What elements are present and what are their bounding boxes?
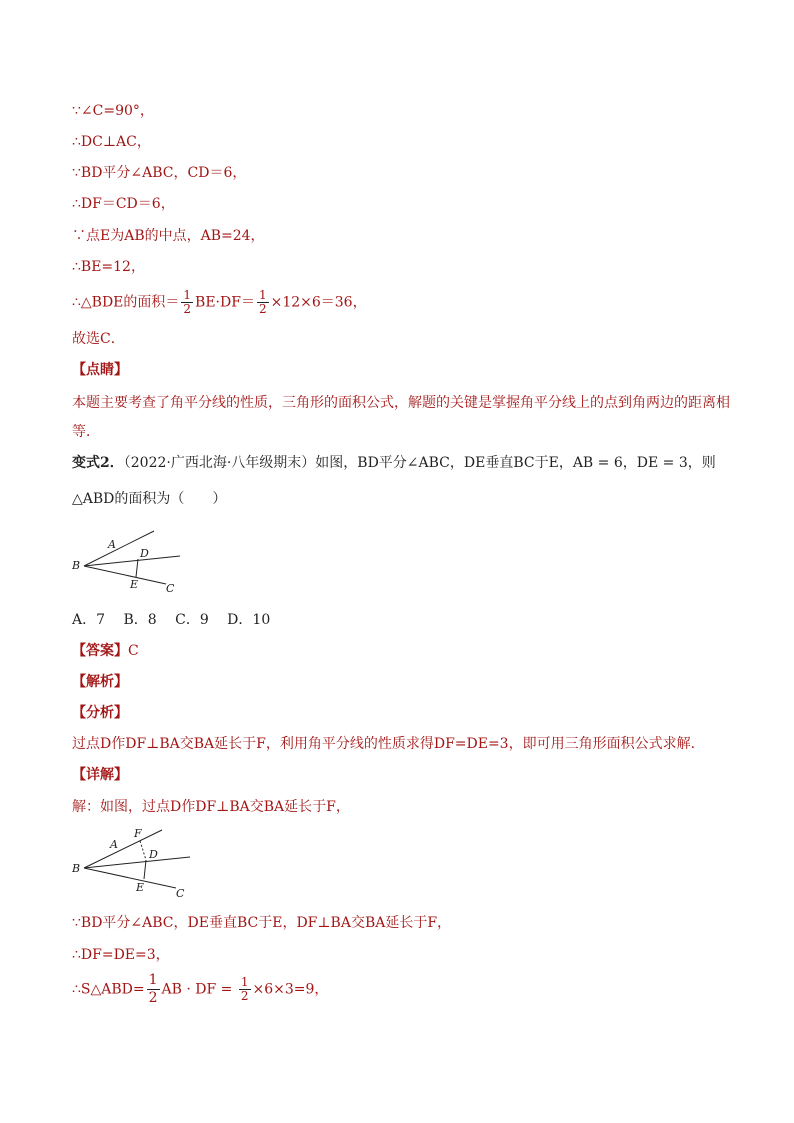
analysis-text: 过点D作DF⊥BA交BA延长于F，利用角平分线的性质求得DF=DE=3，即可用三角形面积公式求解． <box>72 736 705 752</box>
line-2: ∴DC⊥AC， <box>72 134 151 150</box>
label-c: C <box>176 887 185 900</box>
detail-formula-middle: AB · DF = <box>161 981 233 998</box>
fraction-half: $\frac{1}{2}$ <box>240 975 249 1003</box>
detail-line-2: ∵BD平分∠ABC，DE垂直BC于E，DF⊥BA交BA延长于F， <box>72 915 452 931</box>
section-dianjing: 【点睛】 <box>72 362 128 378</box>
label-f: F <box>134 827 142 840</box>
label-b: B <box>72 862 81 875</box>
detail-formula-prefix: ∴S△ABD= <box>72 981 145 998</box>
ray-bc <box>84 566 166 584</box>
section-xiangjie: 【详解】 <box>72 767 128 783</box>
line-8: 故选C． <box>72 331 125 347</box>
variant-question-line <box>72 453 716 473</box>
variant-label: 变式2． <box>72 455 124 471</box>
label-e: E <box>130 578 139 591</box>
line-6: ∴BE=12， <box>72 259 145 275</box>
section-fenxi: 【分析】 <box>72 705 128 721</box>
detail-formula-line <box>72 972 328 1007</box>
label-d: D <box>140 547 149 560</box>
answer-line <box>72 641 139 661</box>
label-a: A <box>108 538 116 551</box>
line-5: ∵点E为AB的中点，AB=24， <box>72 228 265 244</box>
ray-bd <box>84 556 180 566</box>
section-jiexi: 【解析】 <box>72 674 128 690</box>
segment-de <box>136 559 138 577</box>
fraction-half: $\frac{1}{2}$ <box>258 288 267 316</box>
geometry-figure-2 <box>72 824 202 904</box>
segment-df-dashed <box>140 841 146 860</box>
label-e: E <box>136 881 145 894</box>
area-formula-suffix: ×12×6＝36， <box>270 294 367 311</box>
fraction-half: $\frac{1}{2}$ <box>183 288 192 316</box>
label-d: D <box>149 848 158 861</box>
variant-text: （2022·广西北海·八年级期末）如图，BD平分∠ABC，DE垂直BC于E，AB = 6，DE = 3，则 <box>123 455 716 471</box>
line-4: ∴DF＝CD＝6， <box>72 196 175 212</box>
line-3: ∵BD平分∠ABC，CD＝6， <box>72 165 247 181</box>
detail-line-1: 解：如图，过点D作DF⊥BA交BA延长于F， <box>72 799 350 815</box>
answer-value: C <box>128 643 139 659</box>
summary-text: 本题主要考查了角平分线的性质，三角形的面积公式，解题的关键是掌握角平分线上的点到角两边的距离相等． <box>72 395 730 440</box>
area-formula-prefix: ∴△BDE的面积＝ <box>72 294 180 311</box>
line-1: ∵∠C=90°， <box>72 103 154 119</box>
ray-bd <box>84 857 190 868</box>
label-c: C <box>166 582 175 595</box>
answer-tag: 【答案】 <box>72 643 128 659</box>
answer-options: A．7 B．8 C．9 D．10 <box>72 612 271 628</box>
area-formula-line <box>72 289 367 316</box>
area-formula-middle: BE·DF＝ <box>195 294 255 311</box>
variant-question-line-2: △ABD的面积为（ ） <box>72 491 227 507</box>
ray-bc <box>84 868 176 888</box>
geometry-figure-1 <box>72 524 192 596</box>
label-b: B <box>72 559 81 572</box>
fraction-half: $\frac{1}{2}$ <box>148 972 158 1006</box>
label-a: A <box>110 838 118 851</box>
segment-de <box>144 860 146 879</box>
detail-line-3: ∴DF=DE=3， <box>72 947 170 963</box>
detail-formula-suffix: ×6×3=9， <box>252 981 329 998</box>
